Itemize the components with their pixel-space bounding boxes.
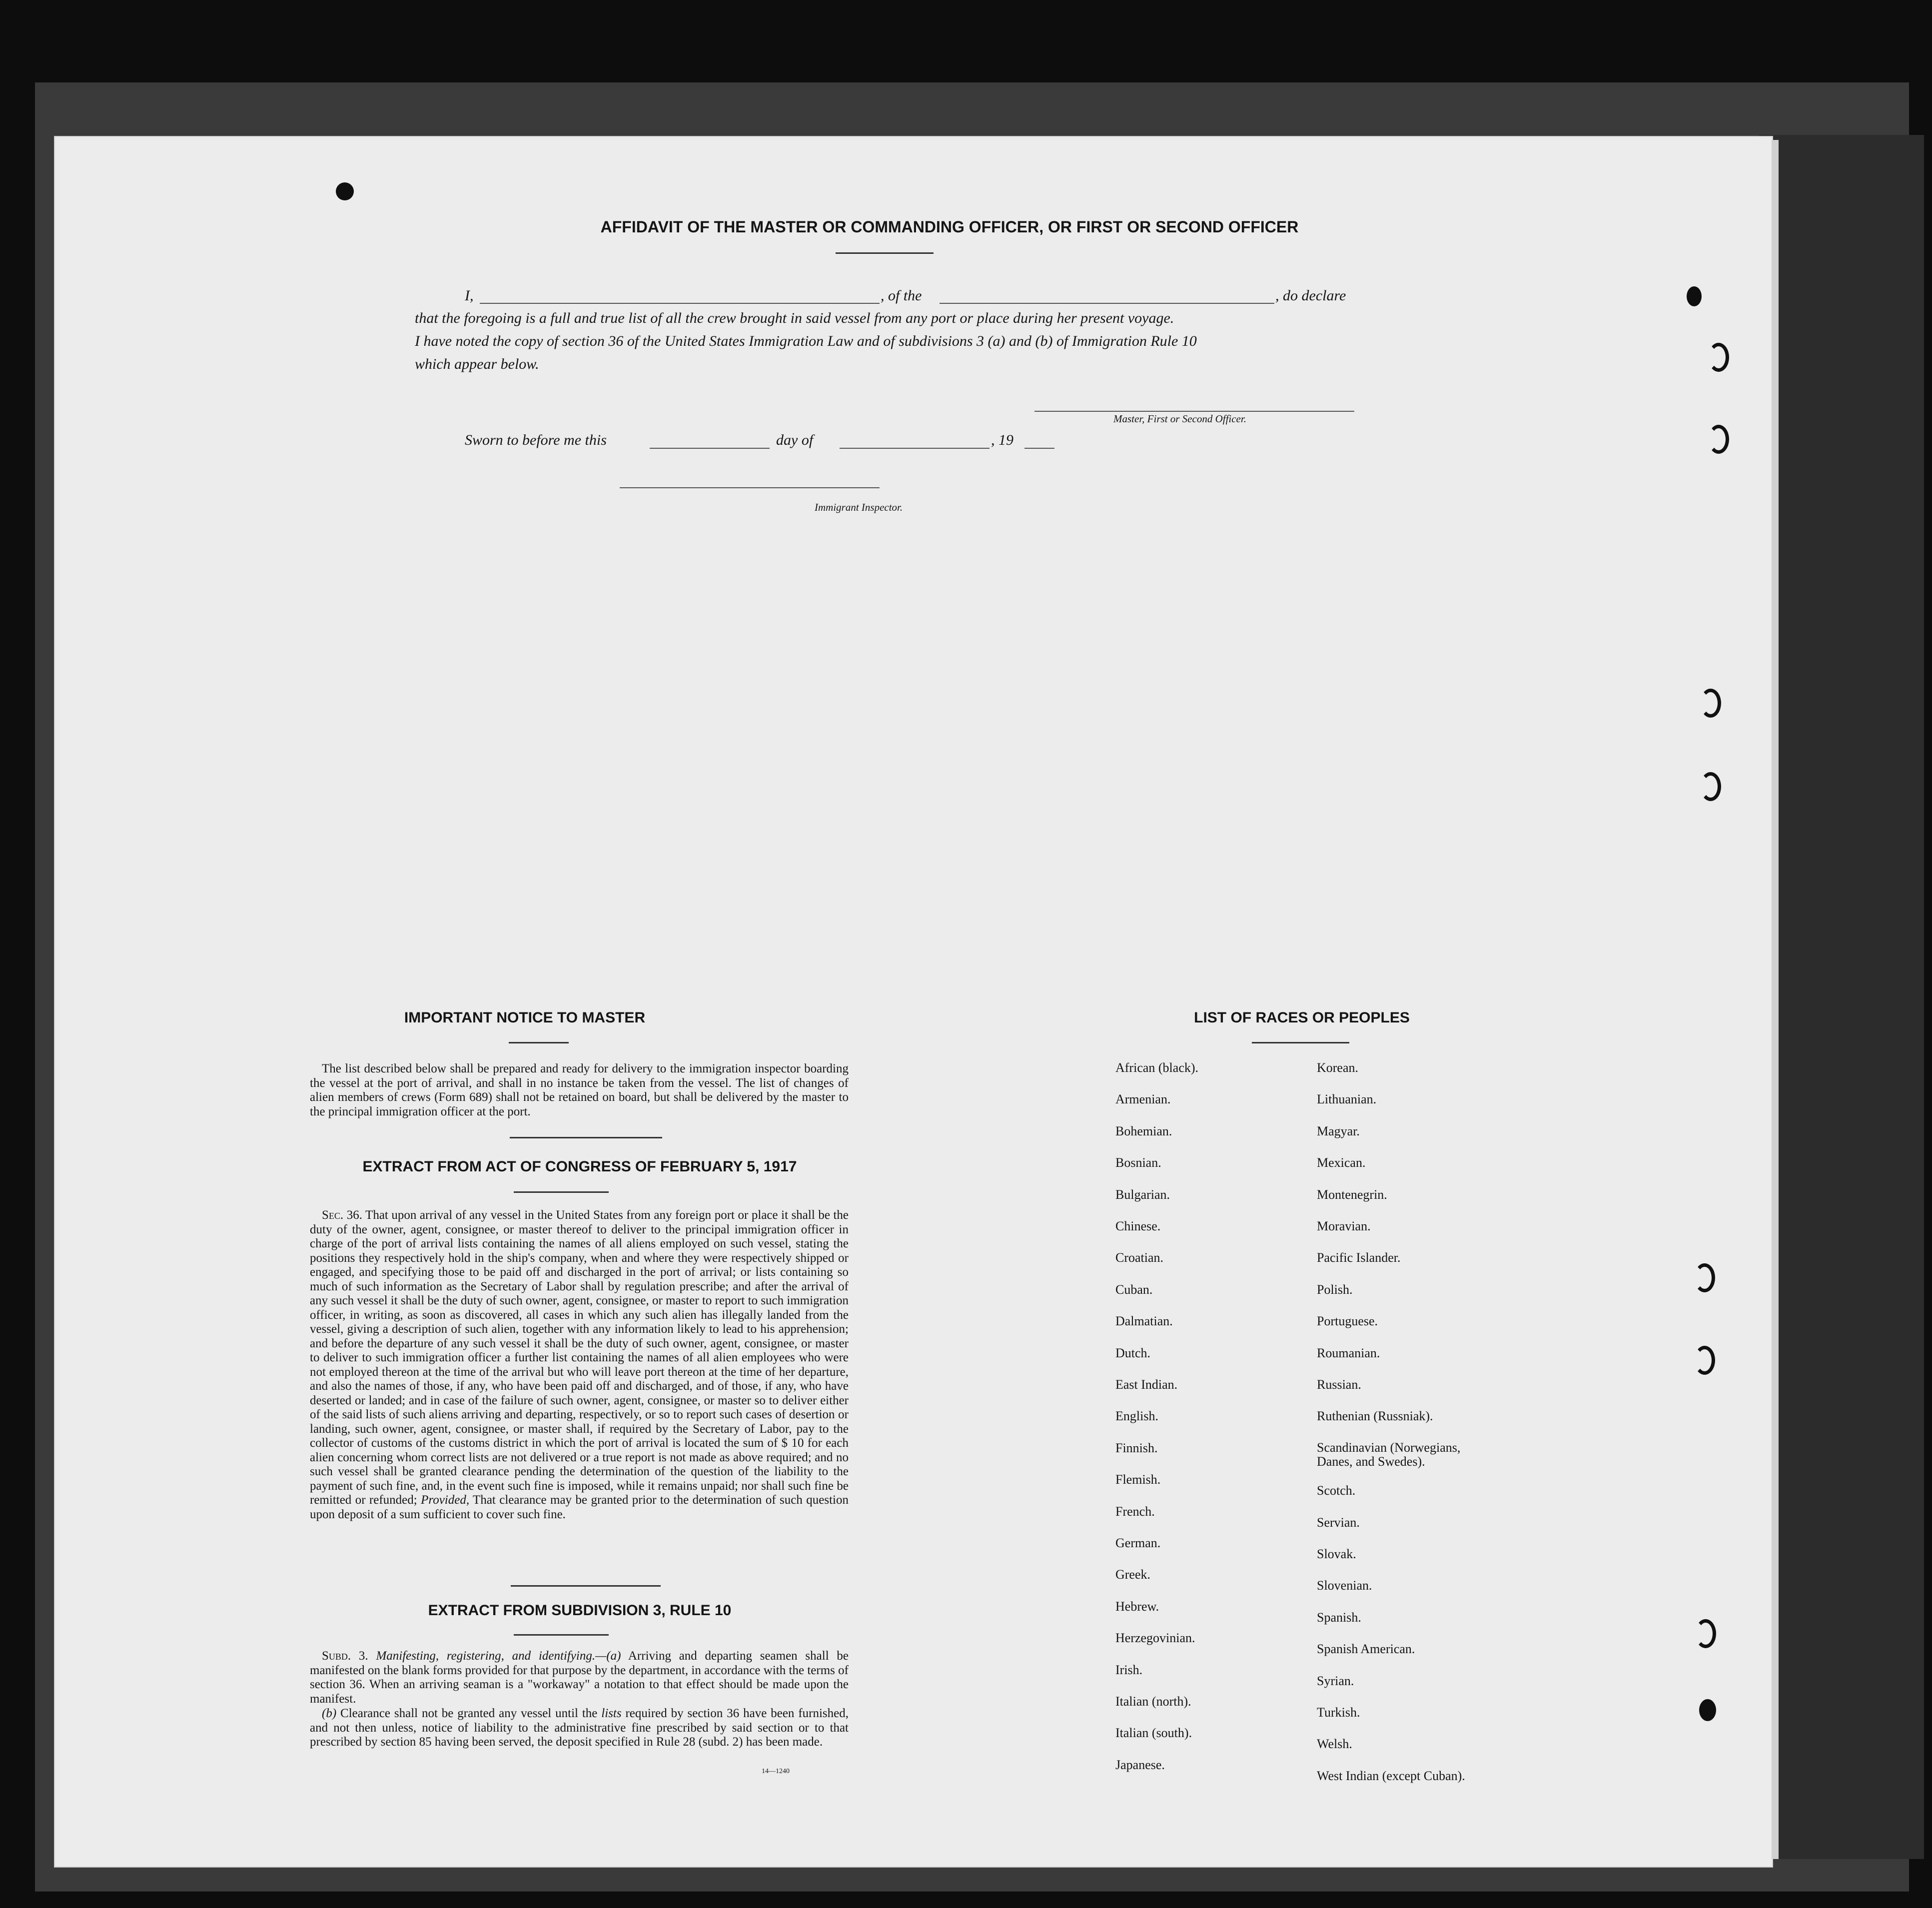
- notice-text: The list described below shall be prepared and ready for delivery to the immigration inspector boarding the vessel at the port of arrival, and shall in no instance be taken from the vessel. The list of changes of alien members of crews (Form 689) shall not be retained on board, but shall be delivered by the master to the principal immigration officer at the port.: [310, 1062, 849, 1118]
- race-item: Dalmatian.: [1115, 1314, 1173, 1329]
- race-item: Bohemian.: [1115, 1123, 1172, 1138]
- race-item: French.: [1115, 1504, 1155, 1519]
- race-item: Roumanian.: [1317, 1345, 1380, 1360]
- race-item: Slovak.: [1317, 1547, 1356, 1561]
- race-item: Spanish American.: [1317, 1642, 1415, 1657]
- race-item: Mexican.: [1317, 1155, 1366, 1170]
- race-item: Dutch.: [1115, 1345, 1151, 1360]
- affidavit-line1-suffix: , do declare: [1275, 287, 1346, 304]
- sworn-day-label: day of: [776, 432, 814, 448]
- race-item: Welsh.: [1317, 1737, 1352, 1752]
- rule-label-b: (b): [322, 1707, 337, 1720]
- notice-end-rule: [510, 1137, 662, 1138]
- affidavit-title: AFFIDAVIT OF THE MASTER OR COMMANDING OFFICER, OR FIRST OR SECOND OFFICER: [600, 218, 1299, 236]
- race-item: Servian.: [1317, 1515, 1360, 1530]
- race-item: East Indian.: [1115, 1377, 1178, 1392]
- rule-subd-heading: Manifesting, registering, and identifying.—(a): [376, 1649, 621, 1663]
- race-item: Spanish.: [1317, 1610, 1361, 1625]
- race-item: Magyar.: [1317, 1123, 1360, 1138]
- race-item: Syrian.: [1317, 1673, 1354, 1688]
- rule-body-b1: Clearance shall not be granted any vessel until the: [340, 1707, 598, 1720]
- race-item: African (black).: [1115, 1060, 1199, 1075]
- race-item: Russian.: [1317, 1377, 1361, 1392]
- race-item: Moravian.: [1317, 1219, 1371, 1233]
- binder-ring-mark: [1708, 425, 1729, 454]
- sworn-prefix: Sworn to before me this: [465, 432, 607, 448]
- race-item: Montenegrin.: [1317, 1187, 1387, 1202]
- rule-body-b2: required by section 36 have been furnished, and not then unless, notice of liability to the administrative fine prescribed by said section or to that prescribed by section 85 having been served, the deposit specified in Rule 28 (subd. 2) has been made.: [310, 1707, 849, 1749]
- race-item: Flemish.: [1115, 1472, 1161, 1487]
- binder-ring-mark: [1695, 1619, 1716, 1648]
- rule-lists: lists: [601, 1707, 622, 1720]
- page-edge: [1772, 140, 1779, 1859]
- vessel-blank: [940, 303, 1274, 304]
- affidavit-line2: that the foregoing is a full and true list of all the crew brought in said vessel from any port or place during her present voyage.: [415, 310, 1174, 326]
- race-item: West Indian (except Cuban).: [1317, 1768, 1465, 1783]
- race-item: Chinese.: [1115, 1219, 1161, 1233]
- race-item: Bulgarian.: [1115, 1187, 1170, 1202]
- race-item: Armenian.: [1115, 1092, 1171, 1107]
- affidavit-line3: I have noted the copy of section 36 of the United States Immigration Law and of subdivisions 3 (a) and (b) of Immigration Rule 10: [415, 333, 1197, 349]
- binder-ring-mark: [1694, 1263, 1715, 1292]
- punch-hole: [1687, 286, 1702, 306]
- race-item: Portuguese.: [1317, 1314, 1378, 1329]
- punch-hole: [336, 182, 354, 200]
- name-blank: [480, 303, 880, 304]
- inspector-line: [620, 487, 880, 488]
- act-text: [310, 1208, 849, 1522]
- race-item: Italian (north).: [1115, 1694, 1191, 1709]
- race-item: Lithuanian.: [1317, 1092, 1377, 1107]
- act-rule: [514, 1191, 609, 1193]
- act-body: That upon arrival of any vessel in the United States from any foreign port or place it shall be the duty of the owner, agent, consignee, or master thereof to deliver to the principal immigration officer in charge of the port of arrival lists containing the names of all aliens employed on such vessel, stating the positions they respectively hold in the ship's company, when and where they were respectively shipped or engaged, and specifying those to be paid off and discharged in the port of arrival; or lists containing so much of such information as the Secretary of Labor shall by regulation prescribe; and after the arrival of any such vessel it shall be the duty of such owner, agent, consignee, or master to report to such immigration officer, in writing, as soon as discovered, all cases in which any such alien has illegally landed from the vessel, giving a description of such alien, together with any information likely to lead to his apprehension; and before the departure of any such vessel it shall be the duty of such owner, agent, consignee, or master to deliver to such immigration officer a further list containing the names of all alien employees who were not employed thereon at the time of the arrival but who will leave port thereon at the time of her departure, and also the names of those, if any, who have been paid off and discharged, and of those, if any, who have deserted or landed; and in case of the failure of such owner, agent, consignee, or master so to deliver either of the said lists of such aliens arriving and departing, respectively, or so to report such cases of desertion or landing, such owner, agent, consignee, or master shall, if required by the Secretary of Labor, pay to the collector of customs of the customs district in which the port of arrival is located the sum of $ 10 for each alien concerning whom correct lists are not delivered or a true report is not made as above required; and no such vessel shall be granted clearance pending the determination of the question of the liability to the payment of such fine, and, in the event such fine is imposed, while it remains unpaid; nor shall such fine be remitted or refunded;: [310, 1208, 849, 1507]
- sworn-year-blank: [1024, 448, 1054, 449]
- act-title: EXTRACT FROM ACT OF CONGRESS OF FEBRUARY 5, 1917: [362, 1158, 797, 1175]
- race-item: Italian (south).: [1115, 1726, 1192, 1741]
- rule-text-a: [310, 1649, 849, 1706]
- race-item: Turkish.: [1317, 1705, 1360, 1720]
- race-item: Herzegovinian.: [1115, 1631, 1195, 1646]
- rule-subd-label: Subd. 3.: [322, 1649, 368, 1663]
- race-item: Korean.: [1317, 1060, 1359, 1075]
- race-item: Scotch.: [1317, 1483, 1356, 1498]
- race-item: Bosnian.: [1115, 1155, 1161, 1170]
- signature-label: Master, First or Second Officer.: [1113, 413, 1246, 425]
- race-item: Ruthenian (Russniak).: [1317, 1409, 1433, 1424]
- punch-hole: [1699, 1699, 1716, 1721]
- form-number: 14—1240: [762, 1768, 790, 1775]
- affidavit-line1-mid: , of the: [881, 287, 922, 304]
- sworn-month-blank: [840, 448, 989, 449]
- race-item: Cuban.: [1115, 1282, 1153, 1297]
- act-end-rule: [511, 1585, 661, 1587]
- sworn-year-label: , 19: [991, 432, 1013, 448]
- race-item: Pacific Islander.: [1317, 1250, 1401, 1265]
- act-provided-label: Provided,: [421, 1493, 470, 1507]
- notice-title: IMPORTANT NOTICE TO MASTER: [404, 1009, 646, 1026]
- binder-ring-mark: [1694, 1346, 1715, 1375]
- binder-ring-mark: [1700, 689, 1721, 718]
- notice-rule: [509, 1042, 569, 1043]
- race-item: Japanese.: [1115, 1757, 1165, 1772]
- race-item: German.: [1115, 1536, 1161, 1550]
- race-item: Croatian.: [1115, 1250, 1164, 1265]
- race-item: Slovenian.: [1317, 1578, 1372, 1593]
- binder-ring-mark: [1708, 343, 1729, 372]
- signature-line: [1034, 411, 1354, 412]
- race-item: English.: [1115, 1409, 1158, 1424]
- inspector-label: Immigrant Inspector.: [815, 501, 903, 513]
- rule-text-b: [310, 1707, 849, 1750]
- rule-body-a: Arriving and departing seamen shall be manifested on the blank forms provided for that purpose by the department, in accordance with the terms of section 36. When an arriving seaman is a "workaway" a notation to that effect should be made upon the manifest.: [310, 1649, 849, 1706]
- rule-rule: [514, 1634, 609, 1636]
- race-item: Polish.: [1317, 1282, 1353, 1297]
- races-rule: [1252, 1042, 1349, 1043]
- affidavit-line4: which appear below.: [415, 356, 539, 372]
- race-item: Scandinavian (Norwegians, Danes, and Swedes).: [1317, 1440, 1461, 1469]
- race-item: Hebrew.: [1115, 1599, 1159, 1614]
- affidavit-line1-prefix: I,: [465, 287, 474, 304]
- race-item: Finnish.: [1115, 1440, 1158, 1455]
- scan-shadow: [1759, 135, 1924, 1859]
- title-rule: [836, 252, 934, 254]
- rule-title: EXTRACT FROM SUBDIVISION 3, RULE 10: [428, 1602, 732, 1619]
- sworn-day-blank: [650, 448, 770, 449]
- races-title: LIST OF RACES OR PEOPLES: [1194, 1009, 1410, 1026]
- race-item: Irish.: [1115, 1662, 1143, 1677]
- race-item: Greek.: [1115, 1567, 1151, 1582]
- act-provided-text: That clearance may be granted prior to the determination of such question upon deposit of a sum sufficient to cover such fine.: [310, 1493, 849, 1521]
- act-sec-label: Sec. 36.: [322, 1208, 362, 1222]
- binder-ring-mark: [1700, 772, 1721, 801]
